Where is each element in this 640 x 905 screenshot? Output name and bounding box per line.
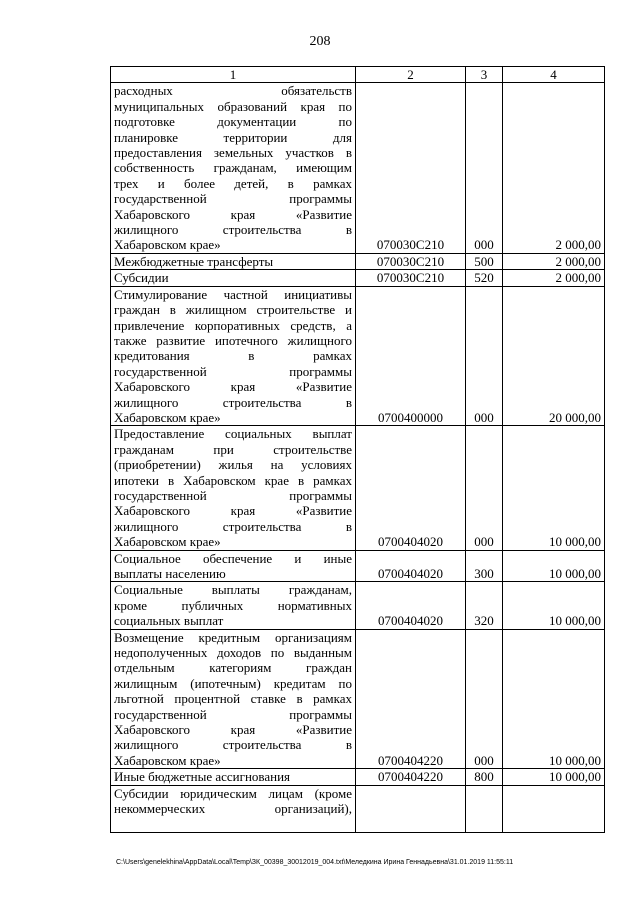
table-row bbox=[111, 426, 605, 550]
description-line: Хабаровском крае» bbox=[114, 752, 221, 768]
row-expense-type: 520 bbox=[466, 270, 503, 286]
table-row bbox=[111, 550, 605, 582]
description-line: жилищного строительства в bbox=[114, 394, 352, 410]
row-amount: 2 000,00 bbox=[503, 253, 605, 269]
description-line: Возмещение кредитным организациям bbox=[114, 629, 352, 645]
row-amount: 10 000,00 bbox=[503, 550, 605, 582]
description-line: граждан в жилищном строительстве и bbox=[114, 302, 352, 318]
row-description bbox=[111, 253, 356, 269]
row-description bbox=[111, 426, 356, 550]
row-description bbox=[111, 785, 356, 832]
description-line: отдельным категориям граждан bbox=[114, 660, 352, 676]
description-line: также развитие ипотечного жилищного bbox=[114, 332, 352, 348]
description-line: гражданам при строительстве bbox=[114, 441, 352, 457]
description-line: Хабаровском крае» bbox=[114, 534, 221, 550]
description-line: Хабаровского края «Развитие bbox=[114, 503, 352, 519]
description-line: Хабаровского края «Развитие bbox=[114, 722, 352, 738]
description-line: привлечение корпоративных средств, а bbox=[114, 317, 352, 333]
description-line: подготовке документации по bbox=[114, 114, 352, 130]
header-col-1: 1 bbox=[111, 67, 356, 83]
header-col-3: 3 bbox=[466, 67, 503, 83]
row-description bbox=[111, 550, 356, 582]
row-code: 0700404220 bbox=[356, 769, 466, 785]
row-code bbox=[356, 785, 466, 832]
description-line: Субсидии юридическим лицам (кроме bbox=[114, 785, 352, 801]
header-col-4: 4 bbox=[503, 67, 605, 83]
description-line: государственной программы bbox=[114, 191, 352, 207]
row-code: 0700404020 bbox=[356, 550, 466, 582]
table-header-row bbox=[111, 67, 605, 83]
description-line bbox=[114, 817, 352, 832]
description-line: Социальные выплаты гражданам, bbox=[114, 582, 352, 598]
description-line: жилищного строительства в bbox=[114, 518, 352, 534]
description-line: расходных обязательств bbox=[114, 83, 352, 99]
description-line: (приобретении) жилья на условиях bbox=[114, 457, 352, 473]
description-line: государственной программы bbox=[114, 363, 352, 379]
row-expense-type: 000 bbox=[466, 426, 503, 550]
description-line: Социальное обеспечение и иные bbox=[114, 550, 352, 566]
row-code: 070030С210 bbox=[356, 83, 466, 253]
description-line: кредитования в рамках bbox=[114, 348, 352, 364]
description-line: жилищного строительства в bbox=[114, 737, 352, 753]
description-line: предоставления земельных участков в bbox=[114, 145, 352, 161]
row-code: 0700400000 bbox=[356, 286, 466, 426]
description-line: Хабаровского края «Развитие bbox=[114, 206, 352, 222]
row-expense-type: 800 bbox=[466, 769, 503, 785]
page-number: 208 bbox=[309, 34, 331, 49]
description-line: Иные бюджетные ассигнования bbox=[114, 769, 291, 785]
row-expense-type: 000 bbox=[466, 629, 503, 769]
description-line: Хабаровского края «Развитие bbox=[114, 379, 352, 395]
description-line: некоммерческих организаций), bbox=[114, 801, 352, 817]
row-code: 070030С210 bbox=[356, 253, 466, 269]
description-line: государственной программы bbox=[114, 706, 352, 722]
budget-table bbox=[110, 66, 605, 833]
description-line: муниципальных образований края по bbox=[114, 98, 352, 114]
table-row bbox=[111, 582, 605, 629]
description-line: Межбюджетные трансферты bbox=[114, 253, 274, 269]
row-description bbox=[111, 83, 356, 253]
row-amount: 10 000,00 bbox=[503, 629, 605, 769]
description-line: кроме публичных нормативных bbox=[114, 597, 352, 613]
row-expense-type: 320 bbox=[466, 582, 503, 629]
table-row bbox=[111, 270, 605, 286]
row-code: 0700404020 bbox=[356, 426, 466, 550]
row-expense-type bbox=[466, 785, 503, 832]
row-amount: 2 000,00 bbox=[503, 83, 605, 253]
row-expense-type: 000 bbox=[466, 83, 503, 253]
table-row bbox=[111, 253, 605, 269]
file-path-footer: C:\Users\genelekhina\AppData\Local\Temp\ЗК_00398_30012019_004.txt\Меледкина Ирина Геннадьевна\31.01.2019 11:55:11 bbox=[116, 859, 514, 866]
description-line: жилищного строительства в bbox=[114, 222, 352, 238]
description-line: выплаты населению bbox=[114, 566, 226, 581]
description-line: Хабаровском крае» bbox=[114, 409, 221, 425]
description-line: планировке территории для bbox=[114, 129, 352, 145]
description-line: жилищным (ипотечным) кредитам по bbox=[114, 675, 352, 691]
description-line: недополученных доходов по выданным bbox=[114, 645, 352, 661]
row-expense-type: 000 bbox=[466, 286, 503, 426]
table-row bbox=[111, 629, 605, 769]
row-code: 0700404020 bbox=[356, 582, 466, 629]
row-code: 070030С210 bbox=[356, 270, 466, 286]
table-row bbox=[111, 785, 605, 832]
row-amount: 20 000,00 bbox=[503, 286, 605, 426]
description-line: социальных выплат bbox=[114, 613, 224, 629]
row-description bbox=[111, 769, 356, 785]
row-amount: 10 000,00 bbox=[503, 426, 605, 550]
description-line: трех и более детей, в рамках bbox=[114, 175, 352, 191]
row-description bbox=[111, 286, 356, 426]
row-description bbox=[111, 629, 356, 769]
description-line: Субсидии bbox=[114, 270, 169, 286]
table-row bbox=[111, 83, 605, 253]
row-expense-type: 500 bbox=[466, 253, 503, 269]
description-line: Стимулирование частной инициативы bbox=[114, 286, 352, 302]
row-description bbox=[111, 582, 356, 629]
table-row bbox=[111, 769, 605, 785]
row-amount bbox=[503, 785, 605, 832]
description-line: Предоставление социальных выплат bbox=[114, 426, 352, 442]
row-code: 0700404220 bbox=[356, 629, 466, 769]
row-description bbox=[111, 270, 356, 286]
row-amount: 2 000,00 bbox=[503, 270, 605, 286]
description-line: ипотеки в Хабаровском крае в рамках bbox=[114, 472, 352, 488]
row-expense-type: 300 bbox=[466, 550, 503, 582]
row-amount: 10 000,00 bbox=[503, 582, 605, 629]
description-line: государственной программы bbox=[114, 487, 352, 503]
description-line: Хабаровском крае» bbox=[114, 237, 221, 253]
header-col-2: 2 bbox=[356, 67, 466, 83]
description-line: собственность гражданам, имеющим bbox=[114, 160, 352, 176]
row-amount: 10 000,00 bbox=[503, 769, 605, 785]
description-line: льготной процентной ставке в рамках bbox=[114, 691, 352, 707]
table-row bbox=[111, 286, 605, 426]
